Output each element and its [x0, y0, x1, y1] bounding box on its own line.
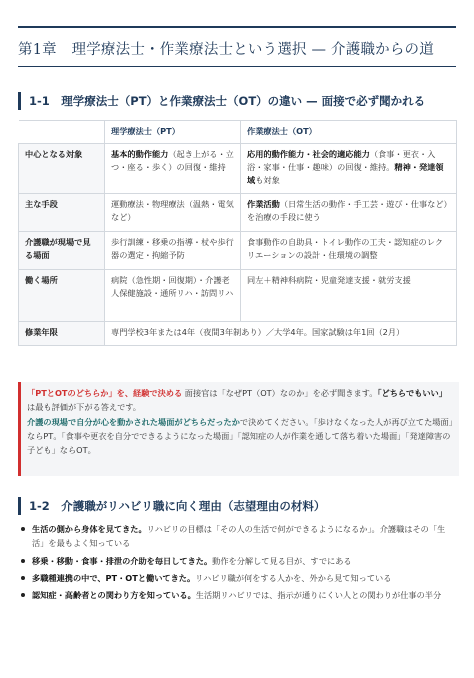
header-blank	[19, 121, 105, 144]
title-rule	[18, 66, 456, 67]
ot-cell	[241, 144, 457, 194]
ot-cell: 食事動作の自助具・トイレ動作の工夫・認知症のレクリエーションの設計・住環境の調整	[241, 232, 457, 270]
reason-text: 生活期リハビリでは、指示が通りにくい人との関わりが仕事の半分	[195, 590, 442, 601]
reason-lead: 認知症・高齢者との関わり方を知っている。	[32, 590, 196, 601]
section-heading-1-1: 1-1 理学療法士（PT）と作業療法士（OT）の違い — 面接で必ず聞かれる	[18, 92, 467, 110]
row-label: 主な手段	[19, 194, 105, 232]
pt-cell: 運動療法・物理療法（温熱・電気など）	[105, 194, 241, 232]
table-row	[19, 232, 457, 270]
ot-bold-2: 精神・発達領域	[247, 162, 444, 186]
pt-bold: 基本的動作能力	[111, 149, 169, 159]
ot-text: （食事・更衣・入浴・家事・仕事・趣味）の回復・維持。	[247, 149, 436, 173]
row-label: 修業年限	[19, 322, 105, 346]
list-item	[18, 571, 456, 585]
list-item	[18, 522, 456, 551]
comparison-table	[18, 120, 457, 346]
header-pt: 理学療法士（PT）	[105, 121, 241, 144]
table-row	[19, 194, 457, 232]
top-rule	[18, 26, 456, 28]
row-label: 働く場所	[19, 270, 105, 322]
reason-text: 動作を分解して見る目が、すでにある	[212, 555, 352, 566]
ot-bold: 作業活動	[247, 199, 280, 209]
callout-box	[18, 382, 459, 476]
both-cell: 専門学校3年または4年（夜間3年制あり）／大学4年。国家試験は年1回（2月）	[105, 322, 457, 346]
pt-cell: 病院（急性期・回復期）・介護老人保健施設・通所リハ・訪問リハ	[105, 270, 241, 322]
header-ot: 作業療法士（OT）	[241, 121, 457, 144]
table-header-row	[19, 121, 457, 144]
callout-text-2: は最も評価が下がる答えです。	[27, 402, 141, 413]
callout-text-3: で決めてください。「歩けなくなった人が再び立てた場面」ならPT。「食事や更衣を自分でできるようになった場面」「認知症の人が作業を通して落ち着いた場面」「発達障害の子ども」ならOT。	[27, 416, 453, 456]
table-row	[19, 270, 457, 322]
ot-text: （日常生活の動作・手工芸・遊び・仕事など）を治療の手段に使う	[247, 199, 448, 223]
reason-text: リハビリ職が何をする人かを、外から見て知っている	[195, 573, 392, 584]
row-label: 中心となる対象	[19, 144, 105, 194]
ot-bold: 応用的動作能力・社会的適応能力	[247, 149, 370, 159]
table-row	[19, 144, 457, 194]
pt-cell	[105, 144, 241, 194]
pt-text: （起き上がる・立つ・座る・歩く）の回復・維持	[111, 149, 234, 173]
callout-emphasis: 「どちらでもいい」	[377, 388, 447, 398]
list-item	[18, 554, 456, 568]
chapter-title: 第1章 理学療法士・作業療法士という選択 — 介護職からの道	[18, 42, 434, 58]
ot-cell	[241, 194, 457, 232]
pt-cell: 歩行訓練・移乗の指導・杖や歩行器の選定・拘縮予防	[105, 232, 241, 270]
callout-highlight: 介護の現場で自分が心を動かされた場面がどちらだったか	[27, 416, 240, 427]
ot-cell: 同左＋精神科病院・児童発達支援・就労支援	[241, 270, 457, 322]
list-item	[18, 588, 456, 602]
reason-lead: 生活の側から身体を見てきた。	[32, 524, 147, 534]
reason-text: リハビリの目標は「その人の生活で何ができるようになるか」。介護職はその「生活」を最もよく知っている	[32, 524, 446, 549]
reason-lead: 移乗・移動・食事・排泄の介助を毎日してきた。	[32, 555, 213, 566]
callout-tag: 「PTとOTのどちらか」を、経験で決める	[27, 388, 183, 398]
callout-text: 面接官は「なぜPT（OT）なのか」を必ず聞きます。	[184, 388, 378, 398]
row-label: 介護職が現場で見る場面	[19, 232, 105, 270]
reason-lead: 多職種連携の中で、PT・OTと働いてきた。	[32, 573, 196, 584]
section-heading-1-2: 1-2 介護職がリハビリ職に向く理由（志望理由の材料）	[18, 497, 467, 515]
table-row	[19, 322, 457, 346]
reasons-list	[18, 522, 456, 606]
ot-text-2: も対象	[255, 175, 280, 186]
